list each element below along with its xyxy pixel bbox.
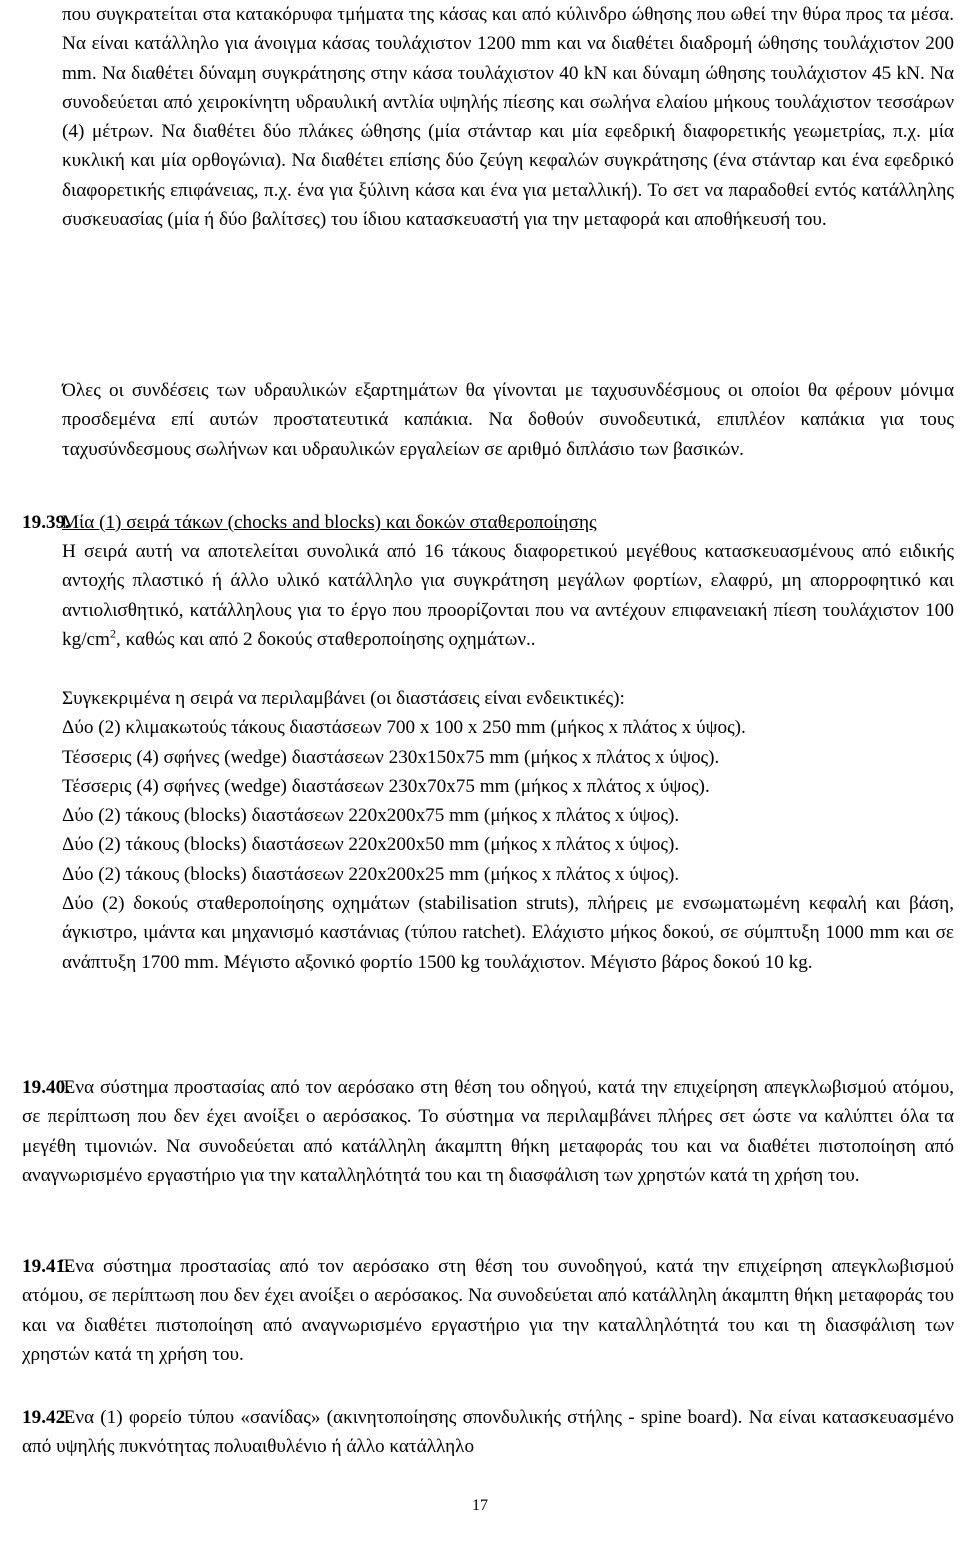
section-number-19-39: 19.39. bbox=[22, 512, 70, 533]
list-item: Δύο (2) τάκους (blocks) διαστάσεων 220x200x25 mm (μήκος x πλάτος x ύψος). bbox=[62, 863, 680, 885]
section-number-19-41: 19.41. bbox=[22, 1256, 70, 1277]
list-item: Τέσσερις (4) σφήνες (wedge) διαστάσεων 230x150x75 mm (μήκος x πλάτος x ύψος). bbox=[62, 746, 720, 768]
paragraph-hydraulic-couplings: Όλες οι συνδέσεις των υδραυλικών εξαρτημάτων θα γίνονται με ταχυσυνδέσμους οι οποίοι θα φέρουν μόνιμα προσδεμένα επί αυτών προστατευτικά καπάκια. Να δοθούν συνοδευτικά, επιπλέον καπάκια για τους ταχυσύνδεσμους σωλήνων και υδραυλικών εργαλείων σε αριθμό διπλάσιο των βασικών. bbox=[62, 380, 954, 460]
section-title-19-39: Μία (1) σειρά τάκων (chocks and blocks) και δοκών σταθεροποίησης bbox=[62, 512, 597, 533]
list-item: Δύο (2) δοκούς σταθεροποίησης οχημάτων (stabilisation struts), πλήρεις με ενσωματωμένη κεφαλή και βάση, άγκιστρο, ιμάντα και μηχανισμό καστάνιας (τύπου ratchet). Ελάχιστο μήκος δοκού, σε σύμπτυξη 1000 mm και σε ανάπτυξη 1700 mm. Μέγιστο αξονικό φορτίο 1500 kg τουλάχιστον. Μέγιστο βάρος δοκού 10 kg. bbox=[62, 893, 954, 973]
paragraph-door-spreader: που συγκρατείται στα κατακόρυφα τμήματα της κάσας και από κύλινδρο ώθησης που ωθεί την θύρα προς τα μέσα. Να είναι κατάλληλο για άνοιγμα κάσας τουλάχιστον 1200 mm και να διαθέτει διαδρομή ώθησης τουλάχιστον 200 mm. Να διαθέτει δύναμη συγκράτησης στην κάσα τουλάχιστον 40 kN και δύναμη ώθησης τουλάχιστον 45 kN. Να συνοδεύεται από χειροκίνητη υδραυλική αντλία υψηλής πίεσης και σωλήνα ελαίου μήκους τουλάχιστον τεσσάρων (4) μέτρων. Να διαθέτει δύο πλάκες ώθησης (μία στάνταρ και μία εφεδρική διαφορετικής γεωμετρίας, π.χ. μία κυκλική και μία ορθογώνια). Να διαθέτει επίσης δύο ζεύγη κεφαλών συγκράτησης (ένα στάνταρ και ένα εφεδρικό διαφορετικής επιφάνειας, π.χ. ένα για ξύλινη κάσα και ένα για μεταλλική). Το σετ να παραδοθεί εντός κατάλληλης συσκευασίας (μία ή δύο βαλίτσες) του ίδιου κατασκευαστή για την μεταφορά και αποθήκευσή του. bbox=[62, 4, 954, 231]
section-body-19-41: Ένα σύστημα προστασίας από τον αερόσακο στη θέση του συνοδηγού, κατά την επιχείρηση απεγκλωβισμού ατόμου, σε περίπτωση που δεν έχει ανοίξει ο αερόσακος. Να συνοδεύεται από κατάλληλη άκαμπτη θήκη μεταφοράς του και να διαθέτει πιστοποίηση από αναγνωρισμένο εργαστήριο για την καταλληλότητά του και τη διασφάλιση των χρηστών κατά τη χρήση του. bbox=[22, 1256, 954, 1365]
section-body-19-42: Ένα (1) φορείο τύπου «σανίδας» (ακινητοποίησης σπονδυλικής στήλης - spine board). Να είναι κατασκευασμένο από υψηλής πυκνότητας πολυαιθυλένιο ή άλλο κατάλληλο bbox=[22, 1407, 954, 1458]
section-number-19-42: 19.42. bbox=[22, 1407, 70, 1428]
list-item: Δύο (2) τάκους (blocks) διαστάσεων 220x200x75 mm (μήκος x πλάτος x ύψος). bbox=[62, 805, 680, 827]
list-item: Δύο (2) τάκους (blocks) διαστάσεων 220x200x50 mm (μήκος x πλάτος x ύψος). bbox=[62, 834, 680, 856]
page-number: 17 bbox=[472, 1497, 488, 1514]
list-item: Τέσσερις (4) σφήνες (wedge) διαστάσεων 230x70x75 mm (μήκος x πλάτος x ύψος). bbox=[62, 775, 710, 797]
list-item: Συγκεκριμένα η σειρά να περιλαμβάνει (οι διαστάσεις είναι ενδεικτικές): bbox=[62, 688, 625, 709]
item-list-19-39 bbox=[62, 684, 954, 977]
section-body-19-39: Η σειρά αυτή να αποτελείται συνολικά από 16 τάκους διαφορετικού μεγέθους κατασκευασμένους από ειδικής αντοχής πλαστικό ή άλλο υλικό κατάλληλο για συγκράτηση μεγάλων φορτίων, ελαφρύ, μη απορροφητικό και αντιολισθητικό, κατάλληλους για το έργο που προορίζονται που να αντέχουν επιφανειακή πίεση τουλάχιστον 100 $kg/cm^2$, καθώς και από 2 δοκούς σταθεροποίησης οχημάτων.. bbox=[62, 541, 954, 650]
section-body-19-40: Ένα σύστημα προστασίας από τον αερόσακο στη θέση του οδηγού, κατά την επιχείρηση απεγκλωβισμού ατόμου, σε περίπτωση που δεν έχει ανοίξει ο αερόσακος. Το σύστημα να περιλαμβάνει πλήρες σετ ώστε να καλύπτει όλα τα μεγέθη τιμονιών. Να συνοδεύεται από κατάλληλη άκαμπτη θήκη μεταφοράς του και να διαθέτει πιστοποίηση από αναγνωρισμένο εργαστήριο για την καταλληλότητά του και τη διασφάλιση των χρηστών κατά τη χρήση του. bbox=[22, 1077, 954, 1186]
list-item: Δύο (2) κλιμακωτούς τάκους διαστάσεων 700 x 100 x 250 mm (μήκος x πλάτος x ύψος). bbox=[62, 717, 746, 739]
section-number-19-40: 19.40. bbox=[22, 1077, 70, 1098]
